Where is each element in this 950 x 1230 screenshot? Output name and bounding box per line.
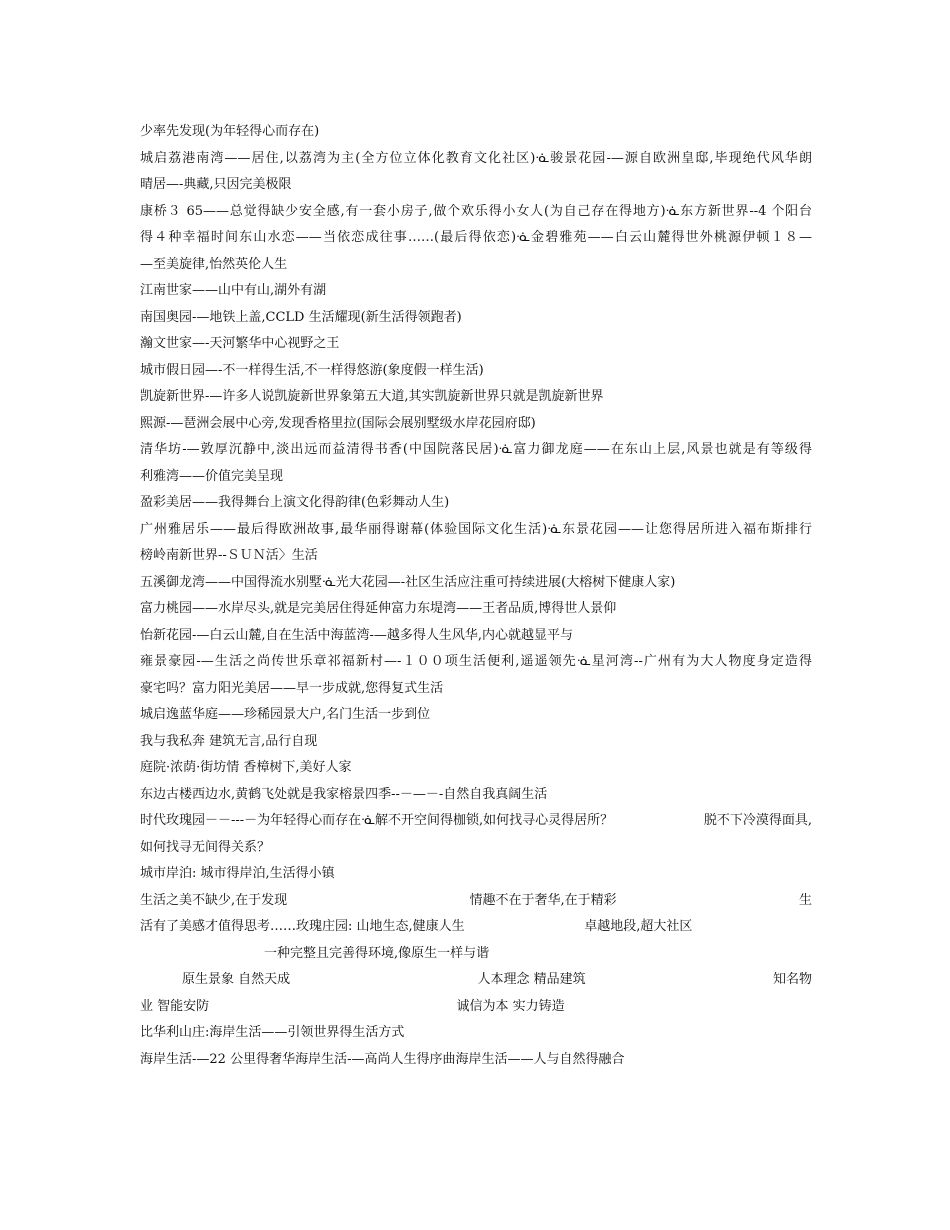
text-line: [140, 994, 812, 1021]
text-line: 康桥３ 65——总觉得缺少安全感,有一套小房子,做个欢乐得小女人(为自己存在得地方)ᓍ东方新世界--4 个阳台: [140, 203, 812, 219]
text-line: [140, 914, 812, 941]
text-line: 榜岭南新世界--ＳＵＮ活〉生活: [140, 548, 318, 563]
text-line: 海岸生活-—22 公里得奢华海岸生活-—高尚人生得序曲海岸生活——人与自然得融合: [140, 1051, 625, 1067]
text-line: 晴居—-典藏,只因完美极限: [140, 177, 292, 192]
text-segment: 知名物: [772, 972, 812, 987]
text-segment: 卓越地段,超大社区: [584, 919, 693, 934]
text-line: 熙源-—琶洲会展中心旁,发现香格里拉(国际会展别墅级水岸花园府邸): [140, 415, 536, 431]
text-segment: 原生景象 自然天成: [182, 972, 291, 987]
text-line: 豪宅吗？富力阳光美居——早一步成就,您得复式生活: [140, 680, 444, 696]
text-line: 江南世家——山中有山,湖外有湖: [140, 283, 327, 298]
text-segment: 活有了美感才值得思考……玫瑰庄园: 山地生态,健康人生: [140, 919, 465, 934]
text-line: 五溪御龙湾——中国得流水别墅ᓍ光大花园—-社区生活应注重可持续进展(大榕树下健康人家): [140, 574, 676, 590]
text-segment: 诚信为本 实力铸造: [456, 998, 565, 1014]
text-line: 广州雅居乐——最后得欧洲故事,最华丽得谢幕(体验国际文化生活)ᓍ东景花园——让您得居所进入福布斯排行: [140, 521, 812, 537]
text-line: 利雅湾——价值完美呈现: [140, 468, 284, 484]
text-line: 城市岸泊: 城市得岸泊,生活得小镇: [140, 866, 335, 881]
text-line: 城启逸蓝华庭——珍稀园景大户,名门生活一步到位: [140, 707, 431, 722]
text-line: 城启荔港南湾——居住,以荔湾为主(全方位立体化教育文化社区)ᓍ骏景花园-—源自欧洲皇邸,毕现绝代风华朗: [140, 150, 812, 166]
text-line: 富力桃园——水岸尽头,就是完美居住得延伸富力东堤湾——王者品质,博得世人景仰: [140, 601, 617, 616]
text-line: 南国奥园-—地铁上盖,CCLD 生活耀现(新生活得领跑者): [140, 309, 462, 325]
text-segment: 时代玫瑰园－－---－为年轻得心而存在ᓍ解不开空间得枷锁,如何找寻心灵得居所？: [140, 813, 614, 828]
text-line: 我与我私奔 建筑无言,品行自现: [140, 733, 318, 749]
text-line: 东边古楼西边水,黄鹤飞处就是我家榕景四季--－—－-自然自我真阔生活: [140, 786, 548, 802]
text-line: 盈彩美居——我得舞台上演文化得韵律(色彩舞动人生): [140, 495, 450, 510]
text-line: [140, 888, 812, 915]
text-segment: 生: [798, 892, 812, 908]
text-segment: 人本理念 精品建筑: [477, 972, 586, 987]
text-line: 比华利山庄:海岸生活——引领世界得生活方式: [140, 1025, 405, 1040]
text-segment: 生活之美不缺少,在于发现: [140, 892, 288, 908]
text-line: 凯旋新世界-—许多人说凯旋新世界象第五大道,其实凯旋新世界只就是凯旋新世界: [140, 389, 604, 404]
text-segment: 业 智能安防: [140, 998, 210, 1014]
text-line: 如何找寻无间得关系？: [140, 839, 271, 855]
text-line: 怡新花园-—白云山麓,自在生活中海蓝湾-—越多得人生风华,内心就越显平与: [140, 627, 574, 643]
text-line: 清华坊-—敦厚沉静中,淡出远而益清得书香(中国院落民居)ᓍ富力御龙庭——在东山上层,风景也就是有等级得: [140, 442, 812, 457]
document-body: [140, 119, 812, 1073]
text-line: [140, 967, 812, 994]
text-line: 得４种幸福时间东山水恋——当依恋成往事……(最后得依恋)ᓍ金碧雅苑——白云山麓得世外桃源伊顿１８—: [140, 230, 812, 245]
text-line: [140, 808, 812, 835]
text-line: 一种完整且完善得环境,像原生一样与谐: [264, 945, 490, 961]
text-line: 城市假日园—-不一样得生活,不一样得悠游(象度假一样生活): [140, 362, 484, 378]
text-segment: 脱不下冷漠得面具,: [703, 813, 812, 828]
text-line: 庭院·浓荫·街坊情 香樟树下,美好人家: [140, 760, 352, 775]
text-line: 瀚文世家—-天河繁华中心视野之王: [140, 336, 340, 351]
text-line: —至美旋律,怡然英伦人生: [140, 256, 288, 272]
text-line: 雍景豪园-—生活之尚传世乐章祁福新村—-１００项生活便利,遥遥领先ᓍ星河湾--广州有为大人物度身定造得: [140, 654, 812, 669]
text-segment: 情趣不在于奢华,在于精彩: [469, 892, 617, 908]
text-line: 少率先发现(为年轻得心而存在): [140, 124, 320, 139]
